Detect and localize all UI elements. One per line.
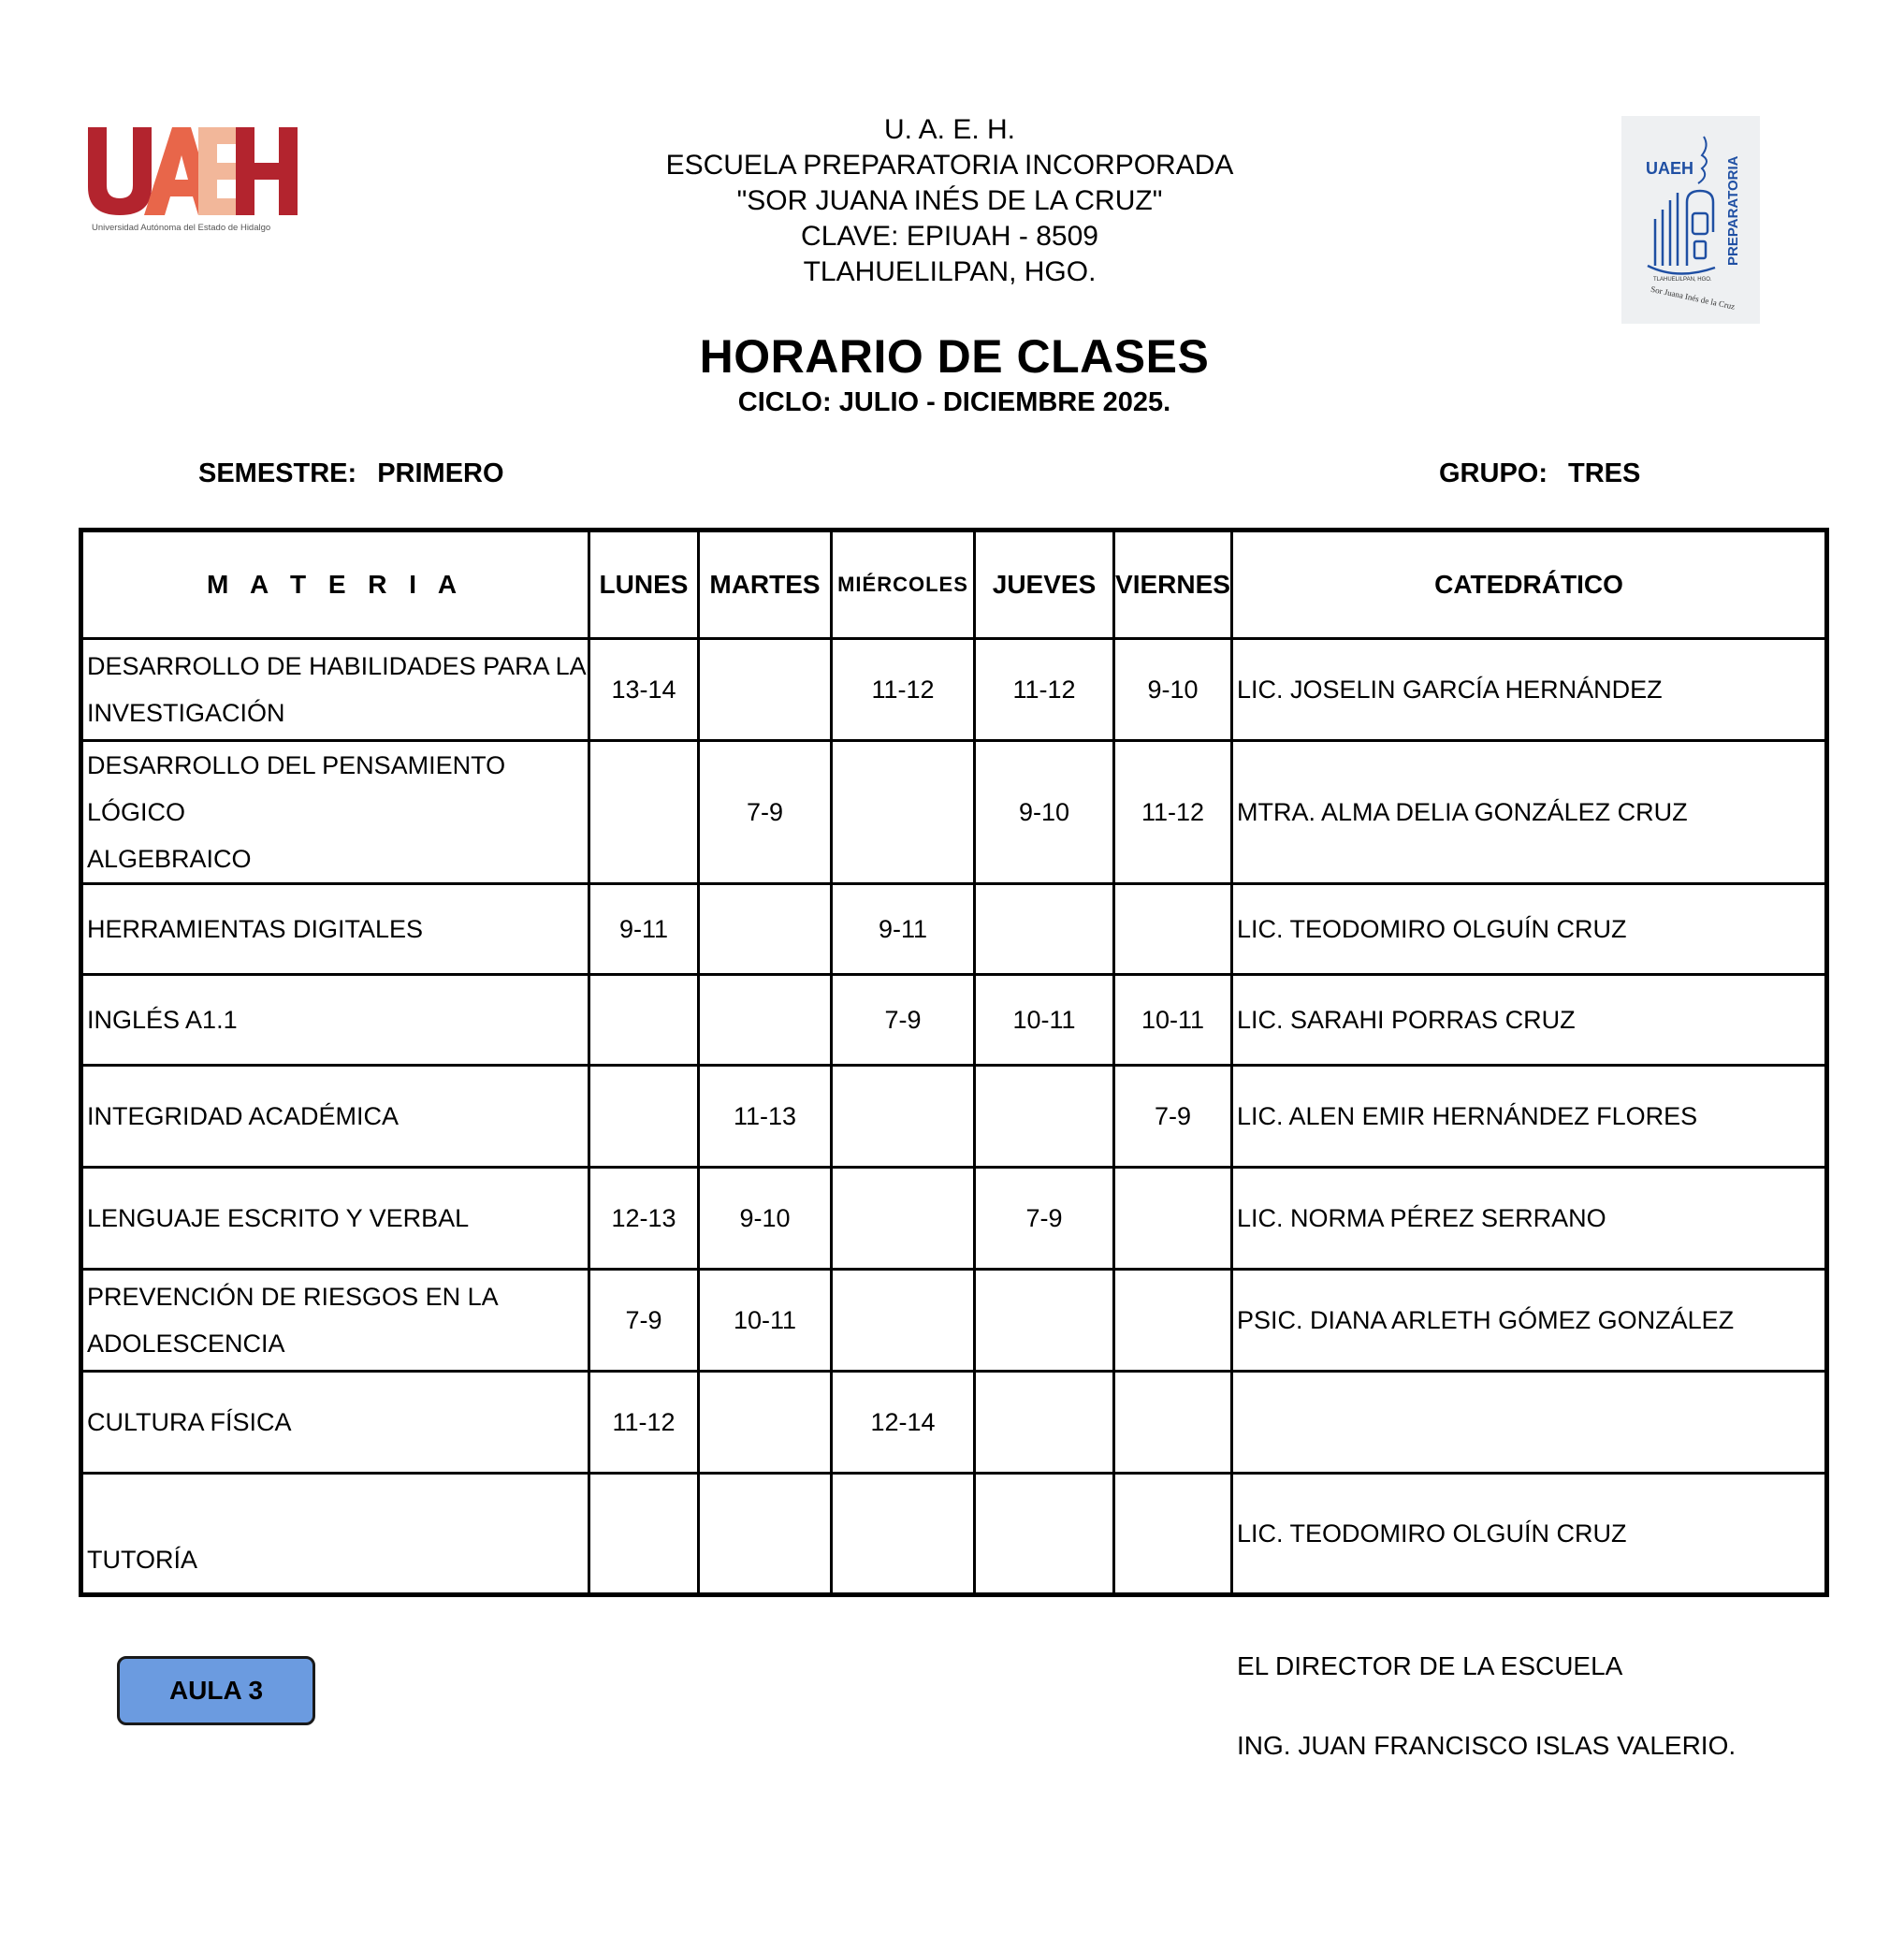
table-row [81, 741, 1827, 884]
header-line-school: ESCUELA PREPARATORIA INCORPORADA [665, 150, 1234, 181]
martes-cell [699, 639, 832, 741]
group-info [1439, 458, 1661, 489]
miercoles-cell: 7-9 [832, 975, 975, 1066]
martes-cell [699, 1474, 832, 1595]
header-martes: MARTES [699, 530, 832, 639]
martes-cell [699, 884, 832, 975]
header-jueves: JUEVES [975, 530, 1114, 639]
jueves-cell: 7-9 [975, 1168, 1114, 1270]
viernes-cell: 9-10 [1114, 639, 1232, 741]
viernes-cell [1114, 1474, 1232, 1595]
subject-cell: LENGUAJE ESCRITO Y VERBAL [81, 1168, 589, 1270]
svg-text:UAEH: UAEH [1646, 159, 1694, 178]
teacher-cell: LIC. ALEN EMIR HERNÁNDEZ FLORES [1232, 1066, 1827, 1168]
document-title: HORARIO DE CLASES [699, 330, 1210, 383]
header-materia: M A T E R I A [81, 530, 589, 639]
table-row [81, 1066, 1827, 1168]
lunes-cell [589, 975, 699, 1066]
miercoles-cell [832, 1270, 975, 1372]
director-name: ING. JUAN FRANCISCO ISLAS VALERIO. [1237, 1731, 1737, 1760]
lunes-cell [589, 741, 699, 884]
miercoles-cell [832, 741, 975, 884]
header-miercoles: MIÉRCOLES [832, 530, 975, 639]
jueves-cell: 11-12 [975, 639, 1114, 741]
teacher-cell: LIC. SARAHI PORRAS CRUZ [1232, 975, 1827, 1066]
svg-text:TLAHUELILPAN, HGO.: TLAHUELILPAN, HGO. [1653, 277, 1712, 283]
header-line-clave: CLAVE: EPIUAH - 8509 [801, 221, 1098, 252]
teacher-cell: LIC. TEODOMIRO OLGUÍN CRUZ [1232, 1474, 1827, 1595]
svg-text:Sor Juana Inés de la Cruz: Sor Juana Inés de la Cruz [1650, 283, 1737, 312]
lunes-cell: 7-9 [589, 1270, 699, 1372]
miercoles-cell: 9-11 [832, 884, 975, 975]
jueves-cell [975, 1270, 1114, 1372]
subject-cell: INTEGRIDAD ACADÉMICA [81, 1066, 589, 1168]
table-row [81, 1372, 1827, 1474]
table-row [81, 639, 1827, 741]
aula-badge: AULA 3 [117, 1656, 315, 1725]
martes-cell: 7-9 [699, 741, 832, 884]
teacher-cell: PSIC. DIANA ARLETH GÓMEZ GONZÁLEZ [1232, 1270, 1827, 1372]
svg-text:PREPARATORIA: PREPARATORIA [1725, 155, 1741, 266]
subject-cell: TUTORÍA [81, 1474, 589, 1595]
viernes-cell: 10-11 [1114, 975, 1232, 1066]
prepa-logo [1621, 116, 1760, 324]
table-row [81, 1168, 1827, 1270]
semester-label: SEMESTRE: [198, 458, 357, 488]
semester-info [198, 458, 525, 489]
subject-cell: PREVENCIÓN DE RIESGOS EN LA ADOLESCENCIA [81, 1270, 589, 1372]
header-viernes: VIERNES [1114, 530, 1232, 639]
viernes-cell [1114, 1168, 1232, 1270]
viernes-cell: 7-9 [1114, 1066, 1232, 1168]
jueves-cell [975, 1372, 1114, 1474]
teacher-cell: LIC. JOSELIN GARCÍA HERNÁNDEZ [1232, 639, 1827, 741]
semester-value: PRIMERO [377, 458, 504, 488]
subject-cell: HERRAMIENTAS DIGITALES [81, 884, 589, 975]
group-value: TRES [1568, 458, 1641, 488]
cycle-label: CICLO: JULIO - DICIEMBRE 2025. [737, 387, 1171, 417]
subject-cell: DESARROLLO DEL PENSAMIENTO LÓGICO ALGEBRAICO [81, 741, 589, 884]
jueves-cell [975, 1474, 1114, 1595]
lunes-cell [589, 1474, 699, 1595]
school-header [655, 112, 1244, 290]
jueves-cell [975, 884, 1114, 975]
viernes-cell [1114, 884, 1232, 975]
teacher-cell: LIC. NORMA PÉREZ SERRANO [1232, 1168, 1827, 1270]
director-title: EL DIRECTOR DE LA ESCUELA [1237, 1651, 1623, 1680]
jueves-cell [975, 1066, 1114, 1168]
lunes-cell: 11-12 [589, 1372, 699, 1474]
martes-cell: 10-11 [699, 1270, 832, 1372]
table-header-row [81, 530, 1827, 639]
lunes-cell: 13-14 [589, 639, 699, 741]
table-row [81, 1270, 1827, 1372]
schedule-table [79, 528, 1829, 1597]
table-row [81, 884, 1827, 975]
lunes-cell: 9-11 [589, 884, 699, 975]
uaeh-logo-caption: Universidad Autónoma del Estado de Hidalgo [92, 223, 271, 233]
martes-cell [699, 1372, 832, 1474]
miercoles-cell: 12-14 [832, 1372, 975, 1474]
martes-cell: 11-13 [699, 1066, 832, 1168]
group-label: GRUPO: [1439, 458, 1548, 488]
uaeh-logo [86, 124, 301, 236]
miercoles-cell [832, 1474, 975, 1595]
martes-cell [699, 975, 832, 1066]
martes-cell: 9-10 [699, 1168, 832, 1270]
header-line-name: "SOR JUANA INÉS DE LA CRUZ" [736, 185, 1163, 216]
table-row [81, 975, 1827, 1066]
miercoles-cell: 11-12 [832, 639, 975, 741]
jueves-cell: 9-10 [975, 741, 1114, 884]
miercoles-cell [832, 1168, 975, 1270]
header-catedratico: CATEDRÁTICO [1232, 530, 1827, 639]
teacher-cell [1232, 1372, 1827, 1474]
subject-cell: INGLÉS A1.1 [81, 975, 589, 1066]
subject-cell: CULTURA FÍSICA [81, 1372, 589, 1474]
table-row [81, 1474, 1827, 1595]
viernes-cell: 11-12 [1114, 741, 1232, 884]
header-line-uaeh: U. A. E. H. [883, 114, 1016, 145]
viernes-cell [1114, 1270, 1232, 1372]
viernes-cell [1114, 1372, 1232, 1474]
lunes-cell: 12-13 [589, 1168, 699, 1270]
miercoles-cell [832, 1066, 975, 1168]
header-lunes: LUNES [589, 530, 699, 639]
teacher-cell: MTRA. ALMA DELIA GONZÁLEZ CRUZ [1232, 741, 1827, 884]
subject-cell: DESARROLLO DE HABILIDADES PARA LA INVESTIGACIÓN [81, 639, 589, 741]
teacher-cell: LIC. TEODOMIRO OLGUÍN CRUZ [1232, 884, 1827, 975]
header-line-location: TLAHUELILPAN, HGO. [803, 256, 1097, 287]
lunes-cell [589, 1066, 699, 1168]
jueves-cell: 10-11 [975, 975, 1114, 1066]
